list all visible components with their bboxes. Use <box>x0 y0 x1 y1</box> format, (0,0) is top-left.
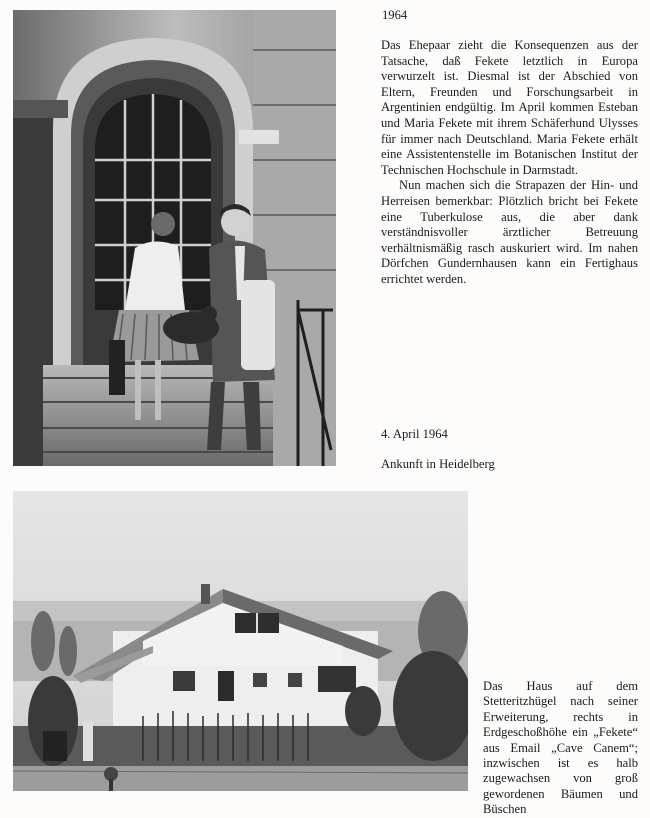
year-heading: 1964 <box>382 8 408 22</box>
photo-arrival-heidelberg <box>13 10 336 466</box>
paragraph-1: Das Ehepaar zieht die Konsequenzen aus der Tatsache, daß Fekete letztlich in Europa verwurzelt ist. Diesmal ist der Abschied von Eltern, Freunden und Forschungsarbeit in Argentinien endgültig. Im April kommen Esteban und Maria Fekete mit ihrem Schäferhund Ulysses für immer nach Deutschland. Maria Fekete erhält eine Assistentenstelle im Botanischen Institut der Technischen Hochschule in Darmstadt. <box>381 38 638 177</box>
photo-top-caption: Ankunft in Heidelberg <box>381 457 495 471</box>
main-text <box>381 38 638 288</box>
paragraph-2: Nun machen sich die Strapazen der Hin- und Herreisen bemerkbar: Plötzlich bricht bei Fekete eine Tuberkulose aus, die aber dank verständnisvoller ärztlicher Betreuung verhältnismäßig rasch auskuriert wird. Im nahen Dörfchen Gundernhausen kann ein Fertighaus errichtet werden. <box>381 178 638 286</box>
photo-house-stetteritz <box>13 491 468 791</box>
photo-bottom-caption: Das Haus auf dem Stetteritzhügel nach seiner Erweiterung, rechts in Erdgeschoßhöhe ein „Fekete“ aus Email „Cave Canem“; inzwischen ist es halb zugewachsen von groß gewordenen Bäumen und Büschen <box>483 679 638 817</box>
photo-date: 4. April 1964 <box>381 427 448 441</box>
